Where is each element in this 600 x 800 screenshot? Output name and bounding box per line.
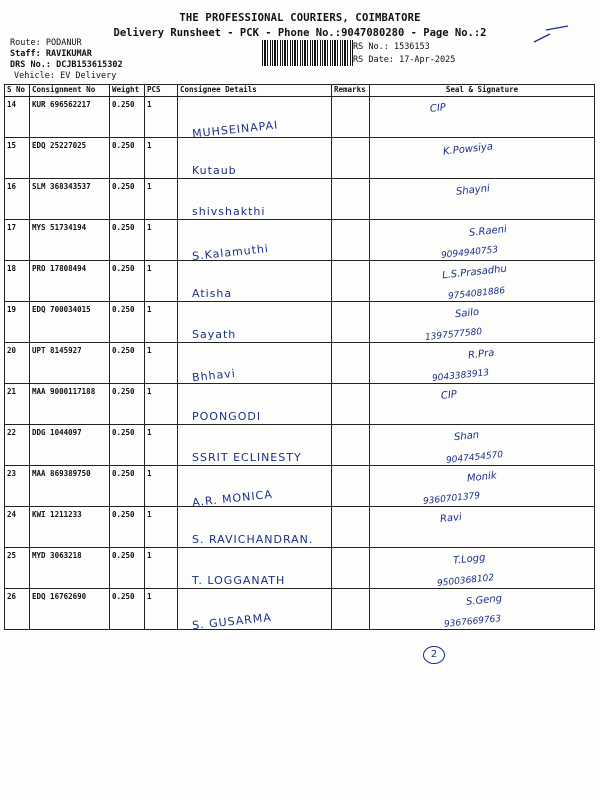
signature-handwritten: T.Logg [452,552,486,567]
weight-cell [110,466,145,507]
consignment-cell [30,179,110,220]
pcs-cell [145,302,178,343]
consignment-cell-value: MYD 3063218 [32,551,82,560]
pcs-cell-value: 1 [147,469,152,478]
consignee-name-handwritten: Kutaub [192,164,237,177]
vehicle-line: Vehicle: EV Delivery [14,71,117,81]
pcs-cell [145,138,178,179]
table-row [5,179,595,220]
consignee-name-handwritten: POONGODI [192,410,262,423]
pcs-cell [145,97,178,138]
consignee-name-handwritten: shivshakthi [192,205,266,218]
pcs-cell [145,548,178,589]
signature-phone-handwritten: 9367669763 [443,614,502,630]
consignment-cell [30,343,110,384]
sno-cell-value: 18 [7,264,17,273]
consignee-name-handwritten: SSRIT ECLINESTY [192,451,302,464]
weight-cell [110,261,145,302]
table-row [5,343,595,384]
sno-cell [5,589,30,630]
sno-cell-value: 19 [7,305,17,314]
pcs-cell [145,466,178,507]
rs-date: RS Date: 17-Apr-2025 [353,55,456,65]
consignment-cell-value: DDG 1044097 [32,428,82,437]
consignment-cell-value: MAA 9000117188 [32,387,96,396]
weight-cell [110,548,145,589]
remarks-cell [332,179,370,220]
weight-cell-value: 0.250 [112,305,135,314]
sno-cell-value: 21 [7,387,17,396]
route-line: Route: PODANUR [10,38,82,48]
sno-cell [5,261,30,302]
signature-cell [370,138,595,179]
pcs-cell-value: 1 [147,264,152,273]
consignee-cell [178,425,332,466]
consignment-cell [30,261,110,302]
sno-cell [5,548,30,589]
consignment-cell-value: UPT 8145927 [32,346,82,355]
consignee-cell [178,507,332,548]
pcs-cell-value: 1 [147,428,152,437]
staff-line: Staff: RAVIKUMAR [10,49,92,59]
signature-handwritten: Ravi [439,511,463,526]
signature-cell [370,343,595,384]
weight-cell [110,425,145,466]
signature-phone-handwritten: 9360701379 [422,491,481,507]
consignee-name-handwritten: A.R. MONICA [191,487,274,510]
signature-phone-handwritten: 9754081886 [447,286,506,302]
signature-handwritten: S.Raeni [468,224,508,239]
consignment-cell [30,589,110,630]
table-row [5,97,595,138]
consignment-cell-value: SLM 368343537 [32,182,91,191]
table-row [5,425,595,466]
consignee-name-handwritten: S.Kalamuthi [191,242,270,263]
consignment-cell [30,138,110,179]
consignment-cell [30,425,110,466]
sno-cell [5,138,30,179]
consignee-cell [178,548,332,589]
pcs-cell-value: 1 [147,551,152,560]
pcs-cell-value: 1 [147,141,152,150]
consignment-cell-value: MYS 51734194 [32,223,87,232]
weight-cell [110,384,145,425]
weight-cell-value: 0.250 [112,223,135,232]
sno-cell-value: 22 [7,428,17,437]
signature-phone-handwritten: 1397577580 [424,327,483,343]
signature-cell [370,302,595,343]
remarks-cell [332,425,370,466]
consignment-cell-value: KWI 1211233 [32,510,82,519]
remarks-cell [332,220,370,261]
runsheet-table [4,84,595,633]
table-row [5,548,595,589]
header-weight: Weight [110,85,145,97]
consignee-cell [178,302,332,343]
weight-cell [110,179,145,220]
header-consignee: Consignee Details [178,85,332,97]
remarks-cell [332,138,370,179]
consignee-cell [178,343,332,384]
table-row [5,589,595,630]
table-row [5,220,595,261]
signature-handwritten: Shayni [455,183,491,198]
signature-phone-handwritten: 9094940753 [440,245,499,261]
weight-cell-value: 0.250 [112,387,135,396]
rs-number: RS No.: 1536153 [353,42,430,52]
signature-cell [370,507,595,548]
pcs-cell [145,343,178,384]
weight-cell [110,302,145,343]
sno-cell-value: 16 [7,182,17,191]
document-title: THE PROFESSIONAL COURIERS, COIMBATORE [179,12,421,24]
sno-cell-value: 25 [7,551,17,560]
signature-cell [370,261,595,302]
weight-cell [110,507,145,548]
remarks-cell [332,384,370,425]
sno-cell-value: 26 [7,592,17,601]
consignment-cell-value: MAA 869389750 [32,469,91,478]
consignee-cell [178,466,332,510]
consignment-cell-value: EDQ 700034015 [32,305,91,314]
remarks-cell [332,261,370,302]
weight-cell-value: 0.250 [112,428,135,437]
consignment-cell [30,466,110,507]
pcs-cell [145,220,178,261]
signature-cell [370,220,595,261]
sno-cell [5,179,30,220]
weight-cell-value: 0.250 [112,510,135,519]
consignee-name-handwritten: Atisha [192,287,233,300]
signature-phone-handwritten: 9500368102 [436,573,495,589]
pcs-cell-value: 1 [147,182,152,191]
consignment-cell [30,302,110,343]
consignment-cell [30,220,110,261]
pcs-cell-value: 1 [147,100,152,109]
pcs-cell-value: 1 [147,305,152,314]
document-subtitle: Delivery Runsheet - PCK - Phone No.:9047080280 - Page No.:2 [113,27,487,39]
pcs-cell-value: 1 [147,387,152,396]
remarks-cell [332,302,370,343]
signature-handwritten: Sailo [454,306,480,321]
pcs-cell-value: 1 [147,223,152,232]
signature-handwritten: Monik [466,470,498,485]
header-signature: Seal & Signature [370,85,595,97]
sno-cell-value: 23 [7,469,17,478]
remarks-cell [332,548,370,589]
consignment-cell-value: EDQ 16762690 [32,592,87,601]
consignee-name-handwritten: Bhhavi [191,366,237,385]
pen-stroke-icon [532,22,572,50]
consignment-cell-value: KUR 696562217 [32,100,91,109]
weight-cell-value: 0.250 [112,551,135,560]
remarks-cell [332,466,370,507]
remarks-cell [332,97,370,138]
sno-cell [5,220,30,261]
pcs-cell [145,384,178,425]
signature-cell [370,466,595,507]
signature-cell [370,179,595,220]
header-consignment: Consignment No [30,85,110,97]
signature-phone-handwritten: 9043383913 [431,368,490,384]
barcode [262,40,352,66]
sno-cell-value: 20 [7,346,17,355]
sno-cell [5,384,30,425]
remarks-cell [332,589,370,630]
table-row [5,466,595,507]
sno-cell-value: 17 [7,223,17,232]
signature-handwritten: CIP [429,102,447,115]
sno-cell [5,466,30,507]
header-sno: S No [5,85,30,97]
consignee-cell [178,97,332,141]
weight-cell-value: 0.250 [112,100,135,109]
consignment-cell-value: PRO 17808494 [32,264,87,273]
signature-handwritten: Shan [453,429,480,444]
consignee-name-handwritten: MUHSEINAPAI [191,118,279,141]
signature-cell [370,589,595,630]
consignee-name-handwritten: T. LOGGANATH [192,574,286,587]
signature-cell [370,548,595,589]
pcs-cell-value: 1 [147,592,152,601]
drs-line: DRS No.: DCJB153615302 [10,60,123,70]
pcs-cell [145,589,178,630]
pcs-cell [145,507,178,548]
weight-cell-value: 0.250 [112,469,135,478]
consignment-cell [30,548,110,589]
table-row [5,138,595,179]
pcs-cell [145,425,178,466]
weight-cell [110,220,145,261]
consignment-cell [30,507,110,548]
table-row [5,384,595,425]
weight-cell [110,343,145,384]
weight-cell-value: 0.250 [112,264,135,273]
consignment-cell [30,384,110,425]
table-row [5,302,595,343]
consignee-name-handwritten: Sayath [192,328,237,341]
remarks-cell [332,507,370,548]
sno-cell [5,507,30,548]
weight-cell-value: 0.250 [112,592,135,601]
sno-cell-value: 15 [7,141,17,150]
signature-phone-handwritten: 9047454570 [445,450,504,466]
weight-cell-value: 0.250 [112,346,135,355]
signature-handwritten: L.S.Prasadhu [441,263,508,282]
header-pcs: PCS [145,85,178,97]
consignee-name-handwritten: S. RAVICHANDRAN. [192,533,314,546]
page-mark: 2 [423,646,445,664]
weight-cell [110,138,145,179]
signature-handwritten: CIP [440,389,458,402]
consignee-cell [178,179,332,220]
remarks-cell [332,343,370,384]
signature-cell [370,384,595,425]
signature-handwritten: R.Pra [467,347,495,362]
consignee-cell [178,220,332,261]
pcs-cell [145,179,178,220]
sno-cell-value: 24 [7,510,17,519]
weight-cell [110,589,145,630]
weight-cell-value: 0.250 [112,141,135,150]
pcs-cell-value: 1 [147,510,152,519]
pcs-cell [145,261,178,302]
weight-cell [110,97,145,138]
sno-cell [5,97,30,138]
signature-handwritten: S.Geng [465,593,503,608]
consignee-cell [178,138,332,179]
header-remarks: Remarks [332,85,370,97]
signature-cell [370,97,595,138]
consignee-cell [178,384,332,425]
table-row [5,261,595,302]
sno-cell [5,302,30,343]
signature-handwritten: K.Powsiya [442,141,494,158]
sno-cell [5,425,30,466]
consignment-cell [30,97,110,138]
weight-cell-value: 0.250 [112,182,135,191]
consignment-cell-value: EDQ 25227025 [32,141,87,150]
consignee-cell [178,261,332,302]
sno-cell-value: 14 [7,100,17,109]
signature-cell [370,425,595,466]
consignee-name-handwritten: S. GUSARMA [191,610,273,633]
consignee-cell [178,589,332,633]
table-header-row [5,85,595,97]
sno-cell [5,343,30,384]
table-row [5,507,595,548]
pcs-cell-value: 1 [147,346,152,355]
